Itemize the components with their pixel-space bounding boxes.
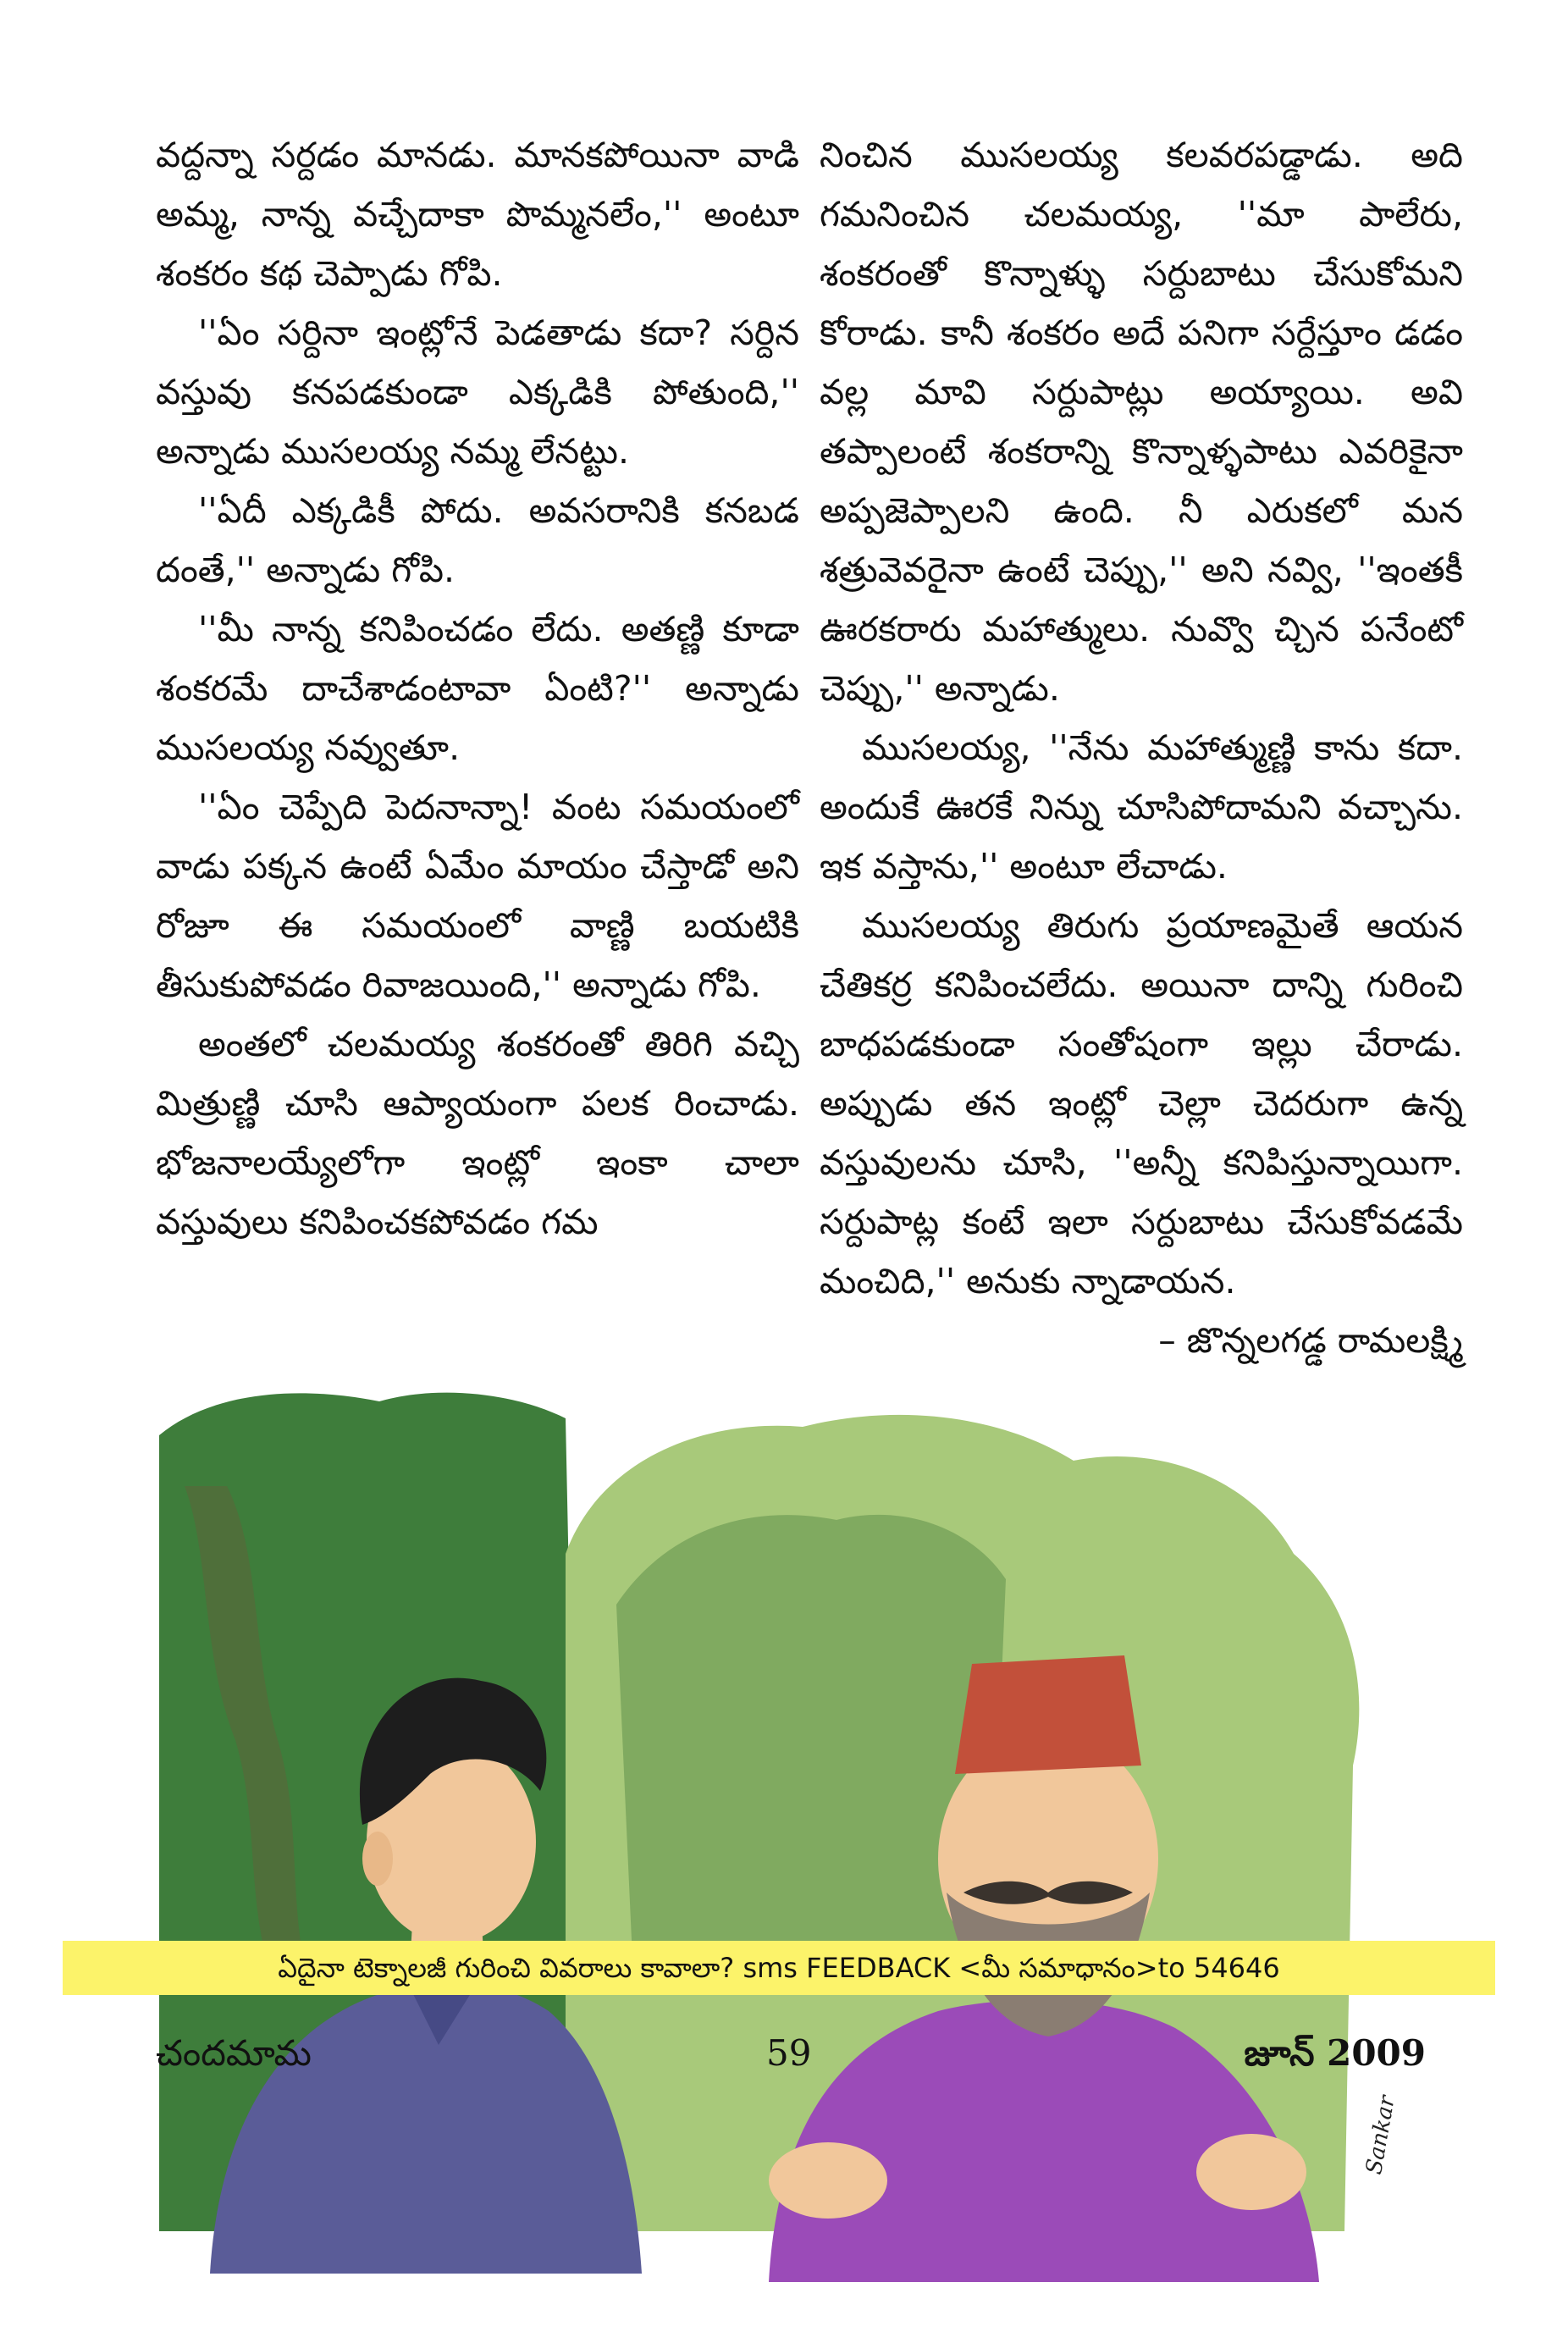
old-man-fez: [955, 1655, 1141, 1774]
magazine-name: చందమామ: [156, 2032, 312, 2074]
issue-date: జూన్ 2009: [1244, 2032, 1426, 2074]
paragraph: ''ఏదీ ఎక్కడికీ పోదు. అవసరానికి కనబడ దంతే,'' అన్నాడు గోపి.: [156, 490, 799, 590]
paragraph: నించిన ముసలయ్య కలవరపడ్డాడు. అది గమనించిన చలమయ్య, ''మా పాలేరు, శంకరంతో కొన్నాళ్ళు సర్దుబాటు చేసుకోమని కోరాడు. కానీ శంకరం అదే పనిగా సర్దేస్తూం డడం వల్ల మావి సర్దుపాట్లు అయ్యాయి. అవి తప్పాలంటే శంకరాన్ని కొన్నాళ్ళపాటు ఎవరికైనా అప్పజెప్పాలని ఉంది. నీ ఎరుకలో మన శత్రువెవరైనా ఉంటే చెప్పు,'' అని నవ్వి, ''ఇంతకీ ఊరకరారు మహాత్ములు. నువ్వొ చ్చిన పనేంటో చెప్పు,'' అన్నాడు.: [820, 135, 1463, 709]
story-illustration: [159, 1384, 1446, 2343]
sms-feedback-banner: ఏదైనా టెక్నాలజీ గురించి వివరాలు కావాలా? sms FEEDBACK <మీ సమాధానం>to 54646: [63, 1941, 1495, 1995]
young-man-ear: [362, 1832, 393, 1886]
page-number: 59: [766, 2032, 812, 2074]
paragraph: ''మీ నాన్న కనిపించడం లేదు. అతణ్ణి కూడా శంకరమే దాచేశాడంటావా ఏంటి?'' అన్నాడు ముసలయ్య నవ్వుతూ.: [156, 609, 799, 768]
artist-signature: Sankar: [1361, 2093, 1400, 2177]
paragraph: వద్దన్నా సర్దడం మానడు. మానకపోయినా వాడి అమ్మ, నాన్న వచ్చేదాకా పొమ్మనలేం,'' అంటూ శంకరం కథ చెప్పాడు గోపి.: [156, 135, 799, 294]
illustration-drawing: [159, 1384, 1446, 2343]
paragraph: ''ఏం సర్దినా ఇంట్లోనే పెడతాడు కదా? సర్దిన వస్తువు కనపడకుండా ఎక్కడికి పోతుంది,'' అన్నాడు ముసలయ్య నమ్మ లేనట్టు.: [156, 312, 799, 472]
paragraph-text: ముసలయ్య తిరుగు ప్రయాణమైతే ఆయన చేతికర్ర కనిపించలేదు. అయినా దాన్ని గురించి బాధపడకుండా సంతోషంగా ఇల్లు చేరాడు. అప్పుడు తన ఇంట్లో చెల్లా చెదరుగా ఉన్న వస్తువులను చూసి, ''అన్నీ కనిపిస్తున్నాయిగా. సర్దుపాట్ల కంటే ఇలా సర్దుబాటు చేసుకోవడమే మంచిది,'' అనుకు న్నాడాయన.: [820, 905, 1463, 1301]
paragraph: [820, 896, 1463, 1361]
paragraph: ముసలయ్య, ''నేను మహాత్ముణ్ణి కాను కదా. అందుకే ఊరకే నిన్ను చూసిపోదామని వచ్చాను. ఇక వస్తాను,'' అంటూ లేచాడు.: [820, 727, 1463, 887]
author-signature: – జొన్నలగడ్డ రామలక్ష్మి: [1158, 1320, 1463, 1361]
right-text-column: [820, 125, 1463, 1370]
left-text-column: [156, 125, 799, 1252]
old-man-left-hand: [769, 2142, 887, 2219]
old-man-right-hand: [1196, 2134, 1306, 2210]
paragraph: అంతలో చలమయ్య శంకరంతో తిరిగి వచ్చి మిత్రుణ్ణి చూసి ఆప్యాయంగా పలక రించాడు. భోజనాలయ్యేలోగా ఇంట్లో ఇంకా చాలా వస్తువులు కనిపించకపోవడం గమ: [156, 1024, 799, 1242]
paragraph: ''ఏం చెప్పేది పెదనాన్నా! వంట సమయంలో వాడు పక్కన ఉంటే ఏమేం మాయం చేస్తాడో అని రోజూ ఈ సమయంలో వాణ్ణి బయటికి తీసుకుపోవడం రివాజయింది,'' అన్నాడు గోపి.: [156, 787, 799, 1005]
